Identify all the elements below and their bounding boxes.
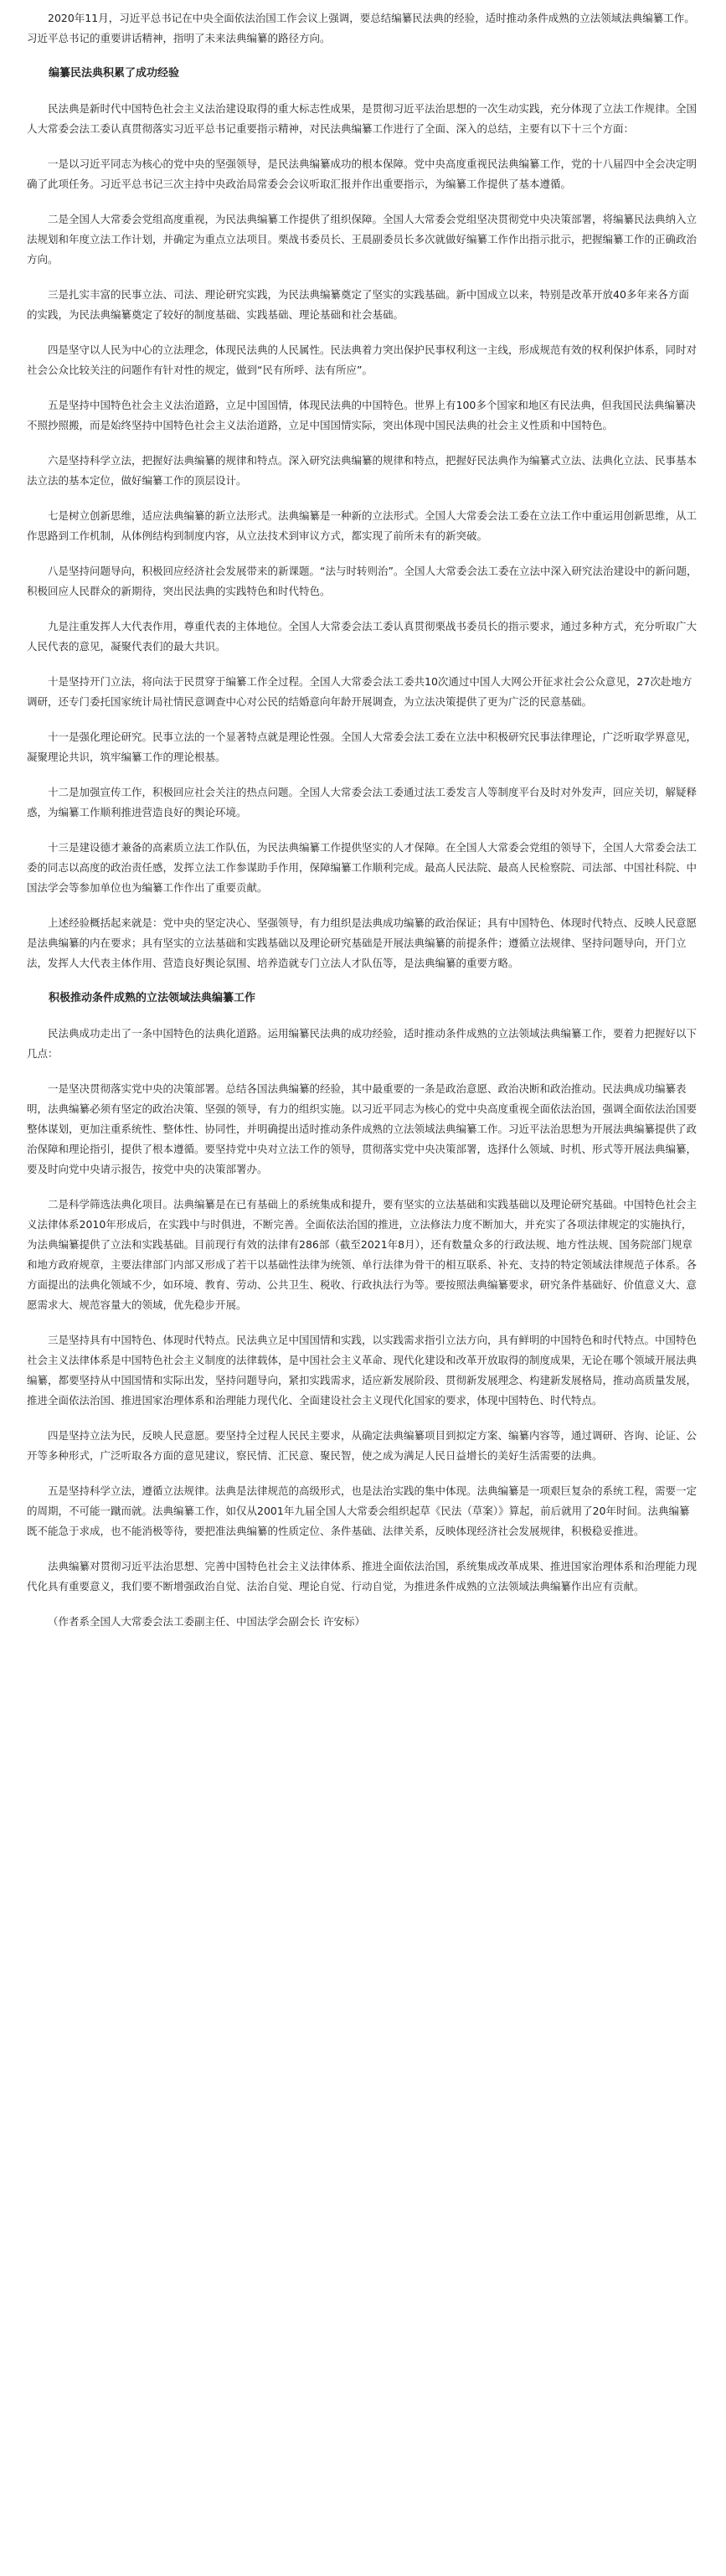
paragraph: 十三是建设德才兼备的高素质立法工作队伍，为民法典编纂工作提供坚实的人才保障。在全国人大常委会党组的领导下，全国人大常委会法工委的同志以高度的政治责任感，发挥立法工作参谋助手作用，保障编纂工作顺利完成。最高人民法院、最高人民检察院、司法部、中国社科院、中国法学会等参加单位也为编纂工作作出了重要贡献。 xyxy=(27,841,698,894)
section-heading-codification: 积极推动条件成熟的立法领域法典编纂工作 xyxy=(49,992,256,1004)
paragraph: 一是坚决贯彻落实党中央的决策部署。总结各国法典编纂的经验，其中最重要的一条是政治意愿、政治决断和政治推动。民法典成功编纂表明，法典编纂必须有坚定的政治决策、坚强的领导，有力的组织实施。以习近平同志为核心的党中央高度重视全面依法治国，强调全面依法治国要整体谋划，更加注重系统性、整体性、协同性，并明确提出适时推动条件成熟的立法领域法典编纂工作。习近平法治思想为开展法典编纂提供了政治保障和理论指引，提供了根本遵循。要坚持党中央对立法工作的领导，贯彻落实党中央决策部署，选择什么领域、时机、形式等开展法典编纂，要及时向党中央请示报告，按党中央的决策部署办。 xyxy=(27,1082,698,1175)
paragraph: 五是坚持中国特色社会主义法治道路，立足中国国情，体现民法典的中国特色。世界上有100多个国家和地区有民法典，但我国民法典编纂决不照抄照搬，而是始终坚持中国特色社会主义法治道路，立足中国国情实际，突出体现中国民法典的社会主义性质和中国特色。 xyxy=(27,399,696,431)
paragraph: 九是注重发挥人大代表作用，尊重代表的主体地位。全国人大常委会法工委认真贯彻栗战书委员长的指示要求，通过多种方式，充分听取广大人民代表的意见，凝聚代表们的最大共识。 xyxy=(27,620,698,653)
paragraph: 十一是强化理论研究。民事立法的一个显著特点就是理论性强。全国人大常委会法工委在立法中积极研究民事法律理论，广泛听取学界意见，凝聚理论共识，筑牢编纂工作的理论根基。 xyxy=(27,730,698,763)
paragraph: 一是以习近平同志为核心的党中央的坚强领导，是民法典编纂成功的根本保障。党中央高度重视民法典编纂工作，党的十八届四中全会决定明确了此项任务。习近平总书记三次主持中央政治局常委会会议听取汇报并作出重要指示，为编纂工作提供了基本遵循。 xyxy=(27,157,698,190)
paragraph: 二是科学筛选法典化项目。法典编纂是在已有基础上的系统集成和提升，要有坚实的立法基础和实践基础以及理论研究基础。中国特色社会主义法律体系2010年形成后，在实践中与时俱进，不断完善。全面依法治国的推进，立法修法力度不断加大，并充实了各项法律规定的实施执行，为法典编纂提供了立法和实践基础。目前现行有效的法律有286部（截至2021年8月），还有数量众多的行政法规、地方性法规、国务院部门规章和地方政府规章，主要法律部门内部又形成了若干以基础性法律为统领、单行法律为骨干的相互联系、补充、支持的特定领域法律规范子体系。各方面提出的法典化领域不少，如环境、教育、劳动、公共卫生、税收、行政执法行为等。要按照法典编纂要求，研究条件基础好、价值意义大、意愿需求大、规范容量大的领域，优先稳步开展。 xyxy=(27,1198,698,1311)
paragraph: 四是坚守以人民为中心的立法理念，体现民法典的人民属性。民法典着力突出保护民事权利这一主线，形成规范有效的权利保护体系，同时对社会公众比较关注的问题作有针对性的规定，做到“民有所呼、法有所应”。 xyxy=(27,343,698,376)
paragraph: 八是坚持问题导向，积极回应经济社会发展带来的新课题。“法与时转则治”。全国人大常委会法工委在立法中深入研究法治建设中的新问题，积极回应人民群众的新期待，突出民法典的实践特色和时代特色。 xyxy=(27,565,698,597)
paragraph: 四是坚持立法为民，反映人民意愿。要坚持全过程人民民主要求，从确定法典编纂项目到拟定方案、编纂内容等，通过调研、咨询、论证、公开等多种形式，广泛听取各方面的意见建议，察民情、汇民意、聚民智，使之成为满足人民日益增长的美好生活需要的法典。 xyxy=(27,1429,698,1462)
section-heading-experience: 编纂民法典积累了成功经验 xyxy=(49,67,180,80)
paragraph: 二是全国人大常委会党组高度重视，为民法典编纂工作提供了组织保障。全国人大常委会党组坚决贯彻党中央决策部署，将编纂民法典纳入立法规划和年度立法工作计划，并确定为重点立法项目。栗战书委员长、王晨副委员长多次就做好编纂工作作出指示批示，把握编纂工作的正确政治方向。 xyxy=(27,213,698,266)
paragraph: 三是坚持具有中国特色、体现时代特点。民法典立足中国国情和实践，以实践需求指引立法方向，具有鲜明的中国特色和时代特点。中国特色社会主义法律体系是中国特色社会主义制度的法律载体，是中国社会主义革命、现代化建设和改革开放取得的制度成果，无论在哪个领域开展法典编纂，都要坚持从中国国情和实际出发，坚持问题导向，紧扣实践需求，适应新发展阶段、贯彻新发展理念、构建新发展格局，推动高质量发展，推进全面依法治国、推进国家治理体系和治理能力现代化、全面建设社会主义现代化国家的要求，体现中国特色、时代特点。 xyxy=(27,1334,698,1407)
paragraph: 民法典成功走出了一条中国特色的法典化道路。运用编纂民法典的成功经验，适时推动条件成熟的立法领域法典编纂工作，要着力把握好以下几点： xyxy=(27,1027,698,1060)
paragraph: 七是树立创新思维，适应法典编纂的新立法形式。法典编纂是一种新的立法形式。全国人大常委会法工委在立法工作中重运用创新思维，从工作思路到工作机制，从体例结构到制度内容，从立法技术到审议方式，都实现了前所未有的新突破。 xyxy=(27,509,698,542)
paragraph: 六是坚持科学立法，把握好法典编纂的规律和特点。深入研究法典编纂的规律和特点，把握好民法典作为编纂式立法、法典化立法、民事基本法立法的基本定位，做好编纂工作的顶层设计。 xyxy=(27,454,698,487)
paragraph: 民法典是新时代中国特色社会主义法治建设取得的重大标志性成果，是贯彻习近平法治思想的一次生动实践，充分体现了立法工作规律。全国人大常委会法工委认真贯彻落实习近平总书记重要指示精神，对民法典编纂工作进行了全面、深入的总结，主要有以下十三个方面： xyxy=(27,102,698,135)
paragraph: 上述经验概括起来就是：党中央的坚定决心、坚强领导，有力组织是法典成功编纂的政治保证；具有中国特色、体现时代特点、反映人民意愿是法典编纂的内在要求；具有坚实的立法基础和实践基础以及理论研究基础是开展法典编纂的前提条件；遵循立法规律、坚持问题导向，开门立法，发挥人大代表主体作用、营造良好舆论氛围、培养造就专门立法人才队伍等，是法典编纂的重要方略。 xyxy=(27,916,698,969)
paragraph: 十是坚持开门立法，将向法于民贯穿于编纂工作全过程。全国人大常委会法工委共10次通过中国人大网公开征求社会公众意见，27次赴地方调研，还专门委托国家统计局社情民意调查中心对公民的结婚意向年龄开展调查，为立法决策提供了更为广泛的民意基础。 xyxy=(27,675,693,708)
paragraph: 十二是加强宣传工作，积极回应社会关注的热点问题。全国人大常委会法工委通过法工委发言人等制度平台及时对外发声，回应关切，解疑释惑，为编纂工作顺利推进营造良好的舆论环境。 xyxy=(27,786,698,818)
intro-paragraph: 2020年11月，习近平总书记在中央全面依法治国工作会议上强调，要总结编纂民法典的经验，适时推动条件成熟的立法领域法典编纂工作。习近平总书记的重要讲话精神，指明了未来法典编纂的路径方向。 xyxy=(27,12,695,44)
author-byline: （作者系全国人大常委会法工委副主任、中国法学会副会长 许安标） xyxy=(48,1615,365,1628)
paragraph: 五是坚持科学立法，遵循立法规律。法典是法律规范的高级形式，也是法治实践的集中体现。法典编纂是一项艰巨复杂的系统工程，需要一定的周期，不可能一蹴而就。法典编纂工作，如仅从2001年九届全国人大常委会组织起草《民法（草案）》算起，前后就用了20年时间。法典编纂既不能急于求成，也不能消极等待，要把准法典编纂的性质定位、条件基础、法律关系，反映体现经济社会发展规律，积极稳妥推进。 xyxy=(27,1484,698,1537)
paragraph: 三是扎实丰富的民事立法、司法、理论研究实践，为民法典编纂奠定了坚实的实践基础。新中国成立以来，特别是改革开放40多年来各方面的实践，为民法典编纂奠定了较好的制度基础、实践基础、理论基础和社会基础。 xyxy=(27,288,689,321)
paragraph: 法典编纂对贯彻习近平法治思想、完善中国特色社会主义法律体系、推进全面依法治国，系统集成改革成果、推进国家治理体系和治理能力现代化具有重要意义，我们要不断增强政治自觉、法治自觉、理论自觉、行动自觉，为推进条件成熟的立法领域法典编纂作出应有贡献。 xyxy=(27,1560,698,1593)
